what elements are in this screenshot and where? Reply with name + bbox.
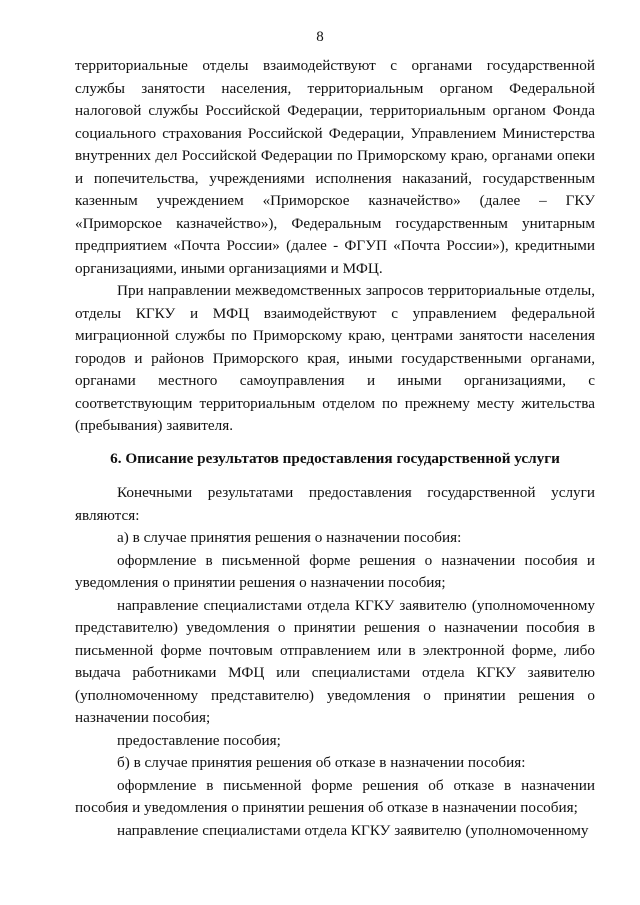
paragraph: оформление в письменной форме решения о назначении пособия и уведомления о принятии решения о назначении пособия;: [75, 551, 595, 591]
paragraph: направление специалистами отдела КГКУ заявителю (уполномоченному представителю) уведомления о принятии решения о назначении пособия в письменной форме почтовым отправлением или в электронной форме, либо выдача работниками МФЦ или специалистами отдела КГКУ заявителю (уполномоченному представителю) уведомления о принятии решения о назначении пособия;: [75, 596, 595, 726]
paragraph-truncated: направление специалистами отдела КГКУ заявителю (уполномоченному: [117, 821, 589, 839]
paragraph: Конечными результатами предоставления государственной услуги являются:: [75, 484, 595, 524]
paragraph: При направлении межведомственных запросов территориальные отделы, отделы КГКУ и МФЦ взаимодействуют с управлением федеральной миграционной службы по Приморскому краю, центрами занятости населения городов и районов Приморского края, иными государственными органами, органами местного самоуправления и иными организациями, с соответствующим территориальным отделом по прежнему месту жительства (пребывания) заявителя.: [75, 282, 595, 434]
section-heading: 6. Описание результатов предоставления государственной услуги: [110, 449, 560, 467]
paragraph: а) в случае принятия решения о назначении пособия:: [117, 529, 462, 546]
paragraph: оформление в письменной форме решения об отказе в назначении пособия и уведомления о принятии решения об отказе в назначении пособия;: [75, 776, 595, 816]
paragraph: б) в случае принятия решения об отказе в назначении пособия:: [117, 754, 526, 771]
paragraph-continuation: территориальные отделы взаимодействуют с органами государственной службы занятости населения, территориальным органом Федеральной налоговой службы Российской Федерации, территориальным органом Фонда социального страхования Российской Федерации, Управлением Министерства внутренних дел Российской Федерации по Приморскому краю, органами опеки и попечительства, учреждениями исполнения наказаний, государственным казенным учреждением «Приморское казначейство» (далее – ГКУ «Приморское казначейство»), Федеральным государственным унитарным предприятием «Почта России» (далее - ФГУП «Почта России»), кредитными организациями, иными организациями и МФЦ.: [75, 57, 595, 277]
paragraph: предоставление пособия;: [117, 731, 281, 749]
page-number: 8: [316, 29, 324, 45]
document-body: [75, 55, 595, 842]
